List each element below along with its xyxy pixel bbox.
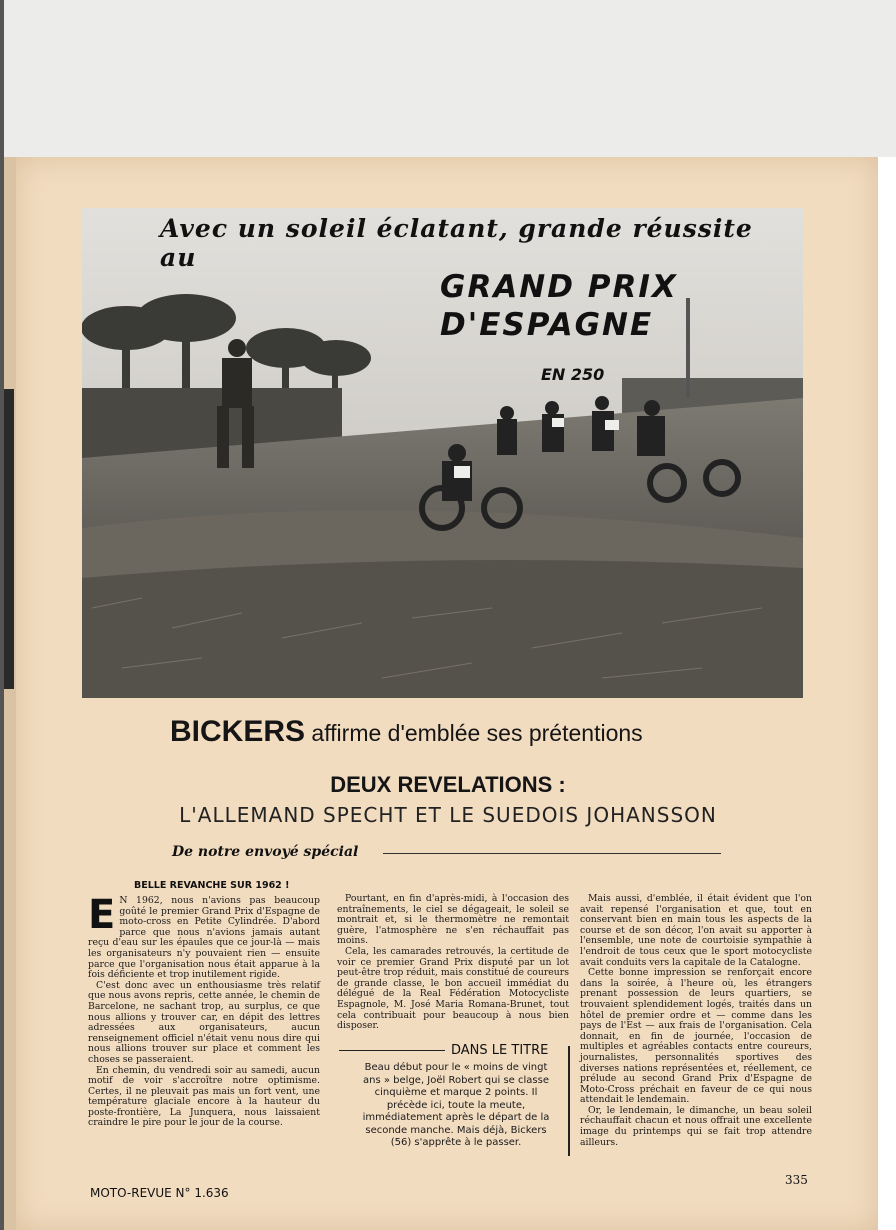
drop-cap: E [88,892,116,938]
page-spine-edge [4,157,16,1230]
article-column-1 [88,892,320,1129]
paragraph: C'est donc avec un enthousiasme très relatif que nous avons repris, cette année, le chemin de Barcelone, ne sachant trop, au surplus, ce que nous allions y trouver car, en dépit des lettres adressées aux organisateurs, aucun renseignement officiel n'était venu nous dire qui nous allions trouver sur place et comment les choses se passeraient. [88,979,320,1065]
article-column-2 [337,894,569,1032]
photo-caption: Beau début pour le « moins de vingt ans » belge, Joël Robert qui se classe cinquième et marque 2 points. Il précède ici, toute la meute, immédiatement après le départ de la seconde manche. Mais déjà, Bickers (56) s'apprête à le passer. [362,1062,550,1148]
caption-box-rule [339,1050,445,1051]
subheadline: DEUX REVELATIONS : [330,772,566,797]
caption-box-title: DANS LE TITRE [451,1043,549,1058]
paragraph: Cette bonne impression se renforçait encore dans la soirée, à l'heure où, les étrangers prenant possession de leurs quartiers, se trouvaient splendidement logés, traités dans un hôtel de premier ordre et — comme dans les pays de l'Est — aux frais de l'organisation. Cela donnait, en fin de journée, l'occasion de multiples et agréables contacts entre coureurs, journalistes, personnalités sportives des diverses nations représentées et, réellement, ce prélude au second Grand Prix d'Espagne de Moto-Cross préchait en faveur de ce qui nous attendait le lendemain. [580,967,812,1106]
magazine-footer: MOTO-REVUE N° 1.636 [90,1186,229,1200]
article-column-3 [580,894,812,1148]
paragraph: Pourtant, en fin d'après-midi, à l'occasion des entraînements, le ciel se dégageait, le soleil se montrait et, si le thermomètre ne remontait guère, l'atmosphère ne s'en réchauffait pas moins. [337,893,569,947]
paragraph: Mais aussi, d'emblée, il était évident que l'on avait repensé l'organisation et que, tout en conservant bien en main tous les aspects de la course et de son décor, l'on avait su apporter à l'ensemble, une note de courtoisie sympathie à l'endroit de tous ceux que le sport motocycliste avait conduits vers la capitale de la Catalogne. [580,893,812,968]
paragraph: Or, le lendemain, le dimanche, un beau soleil réchauffait chacun et nous offrait une excellente image du printemps qui se fait trop attendre ailleurs. [580,1104,812,1148]
column1-heading: BELLE REVANCHE SUR 1962 ! [134,880,290,891]
headline-name: BICKERS [170,715,306,748]
page-number: 335 [785,1173,808,1187]
paragraph: En chemin, du vendredi soir au samedi, aucun motif de voir s'accroître notre optimisme. Certes, il ne pleuvait pas mais un fort vent, une température glaciale encore à la hauteur du poste-frontière, La Junquera, nous laissaient craindre le pire pour le jour de la course. [88,1064,320,1129]
facing-page-mark [4,389,14,689]
title-line-1: GRAND PRIX [440,269,678,305]
paragraph: N 1962, nous n'avions pas beaucoup goûté le premier Grand Prix d'Espagne de moto-cross en Petite Cylindrée. D'abord parce que nous n'avions jamais autant reçu d'eau sur les épaules que ce jour-là — mais les organisateurs n'y pouvaient rien — ensuite parce que l'organisation nous était apparue à la fois déficiente et trop inutilement rigide. [88,895,320,981]
paragraph: Cela, les camarades retrouvés, la certitude de voir ce premier Grand Prix disputé par un lot peut-être trop réduit, mais constitué de coureurs de grande classe, le bon accueil immédiat du délégué de la Real Fédération Motocycliste Espagnole, M. José Maria Romana-Brunet, tout cela contribuait pour beaucoup à nous bien disposer. [337,945,569,1032]
byline-rule [383,853,721,854]
headline-rest: affirme d'emblée ses prétentions [305,720,643,746]
article-main-title [440,268,740,344]
scan-background [0,0,896,157]
title-class-label: EN 250 [541,365,605,384]
caption-box-divider [568,1046,570,1156]
byline: De notre envoyé spécial [172,844,359,860]
photo-banner-text: Avec un soleil éclatant, grande réussite au [160,214,753,272]
subheadline-detail: L'ALLEMAND SPECHT ET LE SUEDOIS JOHANSSON [179,803,717,827]
headline [170,715,770,749]
title-line-2: D'ESPAGNE [440,307,654,343]
